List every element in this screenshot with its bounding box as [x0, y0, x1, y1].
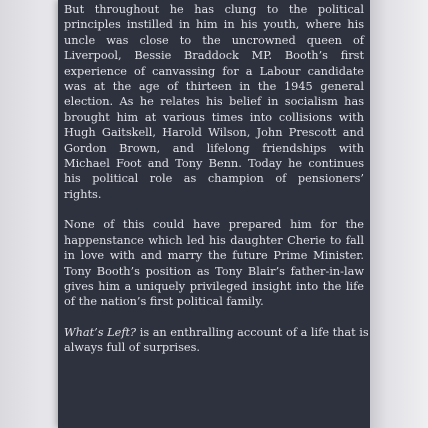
p2-line-1: None of this could have prepared him for the	[64, 218, 364, 232]
paragraph-3	[64, 325, 369, 356]
paragraph-2	[64, 217, 364, 309]
p1-line-12: his political role as champion of pensioners’	[64, 172, 364, 186]
p1-line-8: brought him at various times into collisions with	[64, 110, 364, 124]
p1-line-4: Liverpool, Bessie Braddock MP. Booth’s first	[64, 49, 364, 63]
p1-line-11: Michael Foot and Tony Benn. Today he continues	[64, 157, 364, 171]
page-edge	[370, 0, 428, 428]
p3-line-1-rest: is an enthralling account of a life that is	[136, 325, 369, 339]
p1-line-10: Gordon Brown, and lifelong friendships with	[64, 141, 364, 155]
p1-line-9: Hugh Gaitskell, Harold Wilson, John Prescott and	[64, 126, 364, 140]
paragraph-1	[64, 2, 364, 202]
p2-line-2: happenstance which led his daughter Cherie to fall	[64, 233, 364, 247]
p3-line-1	[64, 325, 369, 340]
p2-line-4: Tony Booth’s position as Tony Blair’s father-in-law	[64, 264, 364, 278]
p1-line-3: uncle was close to the uncrowned queen of	[64, 33, 364, 47]
blurb-text	[64, 2, 369, 371]
p1-line-13: rights.	[64, 187, 102, 201]
p1-line-2: principles instilled in him in his youth, where his	[64, 18, 364, 32]
p1-line-7: election. As he relates his belief in socialism has	[64, 95, 364, 109]
p1-line-1: But throughout he has clung to the political	[64, 3, 364, 16]
p2-line-6: of the nation’s first political family.	[64, 295, 264, 309]
p1-line-6: was at the age of thirteen in the 1945 general	[64, 80, 364, 94]
p1-line-5: experience of canvassing for a Labour candidate	[64, 64, 364, 78]
p2-line-5: gives him a uniquely privileged insight into the life	[64, 279, 364, 293]
book-title: What’s Left?	[64, 325, 137, 339]
p3-line-2: always full of surprises.	[64, 341, 200, 355]
p2-line-3: in love with and marry the future Prime Minister.	[64, 249, 364, 263]
